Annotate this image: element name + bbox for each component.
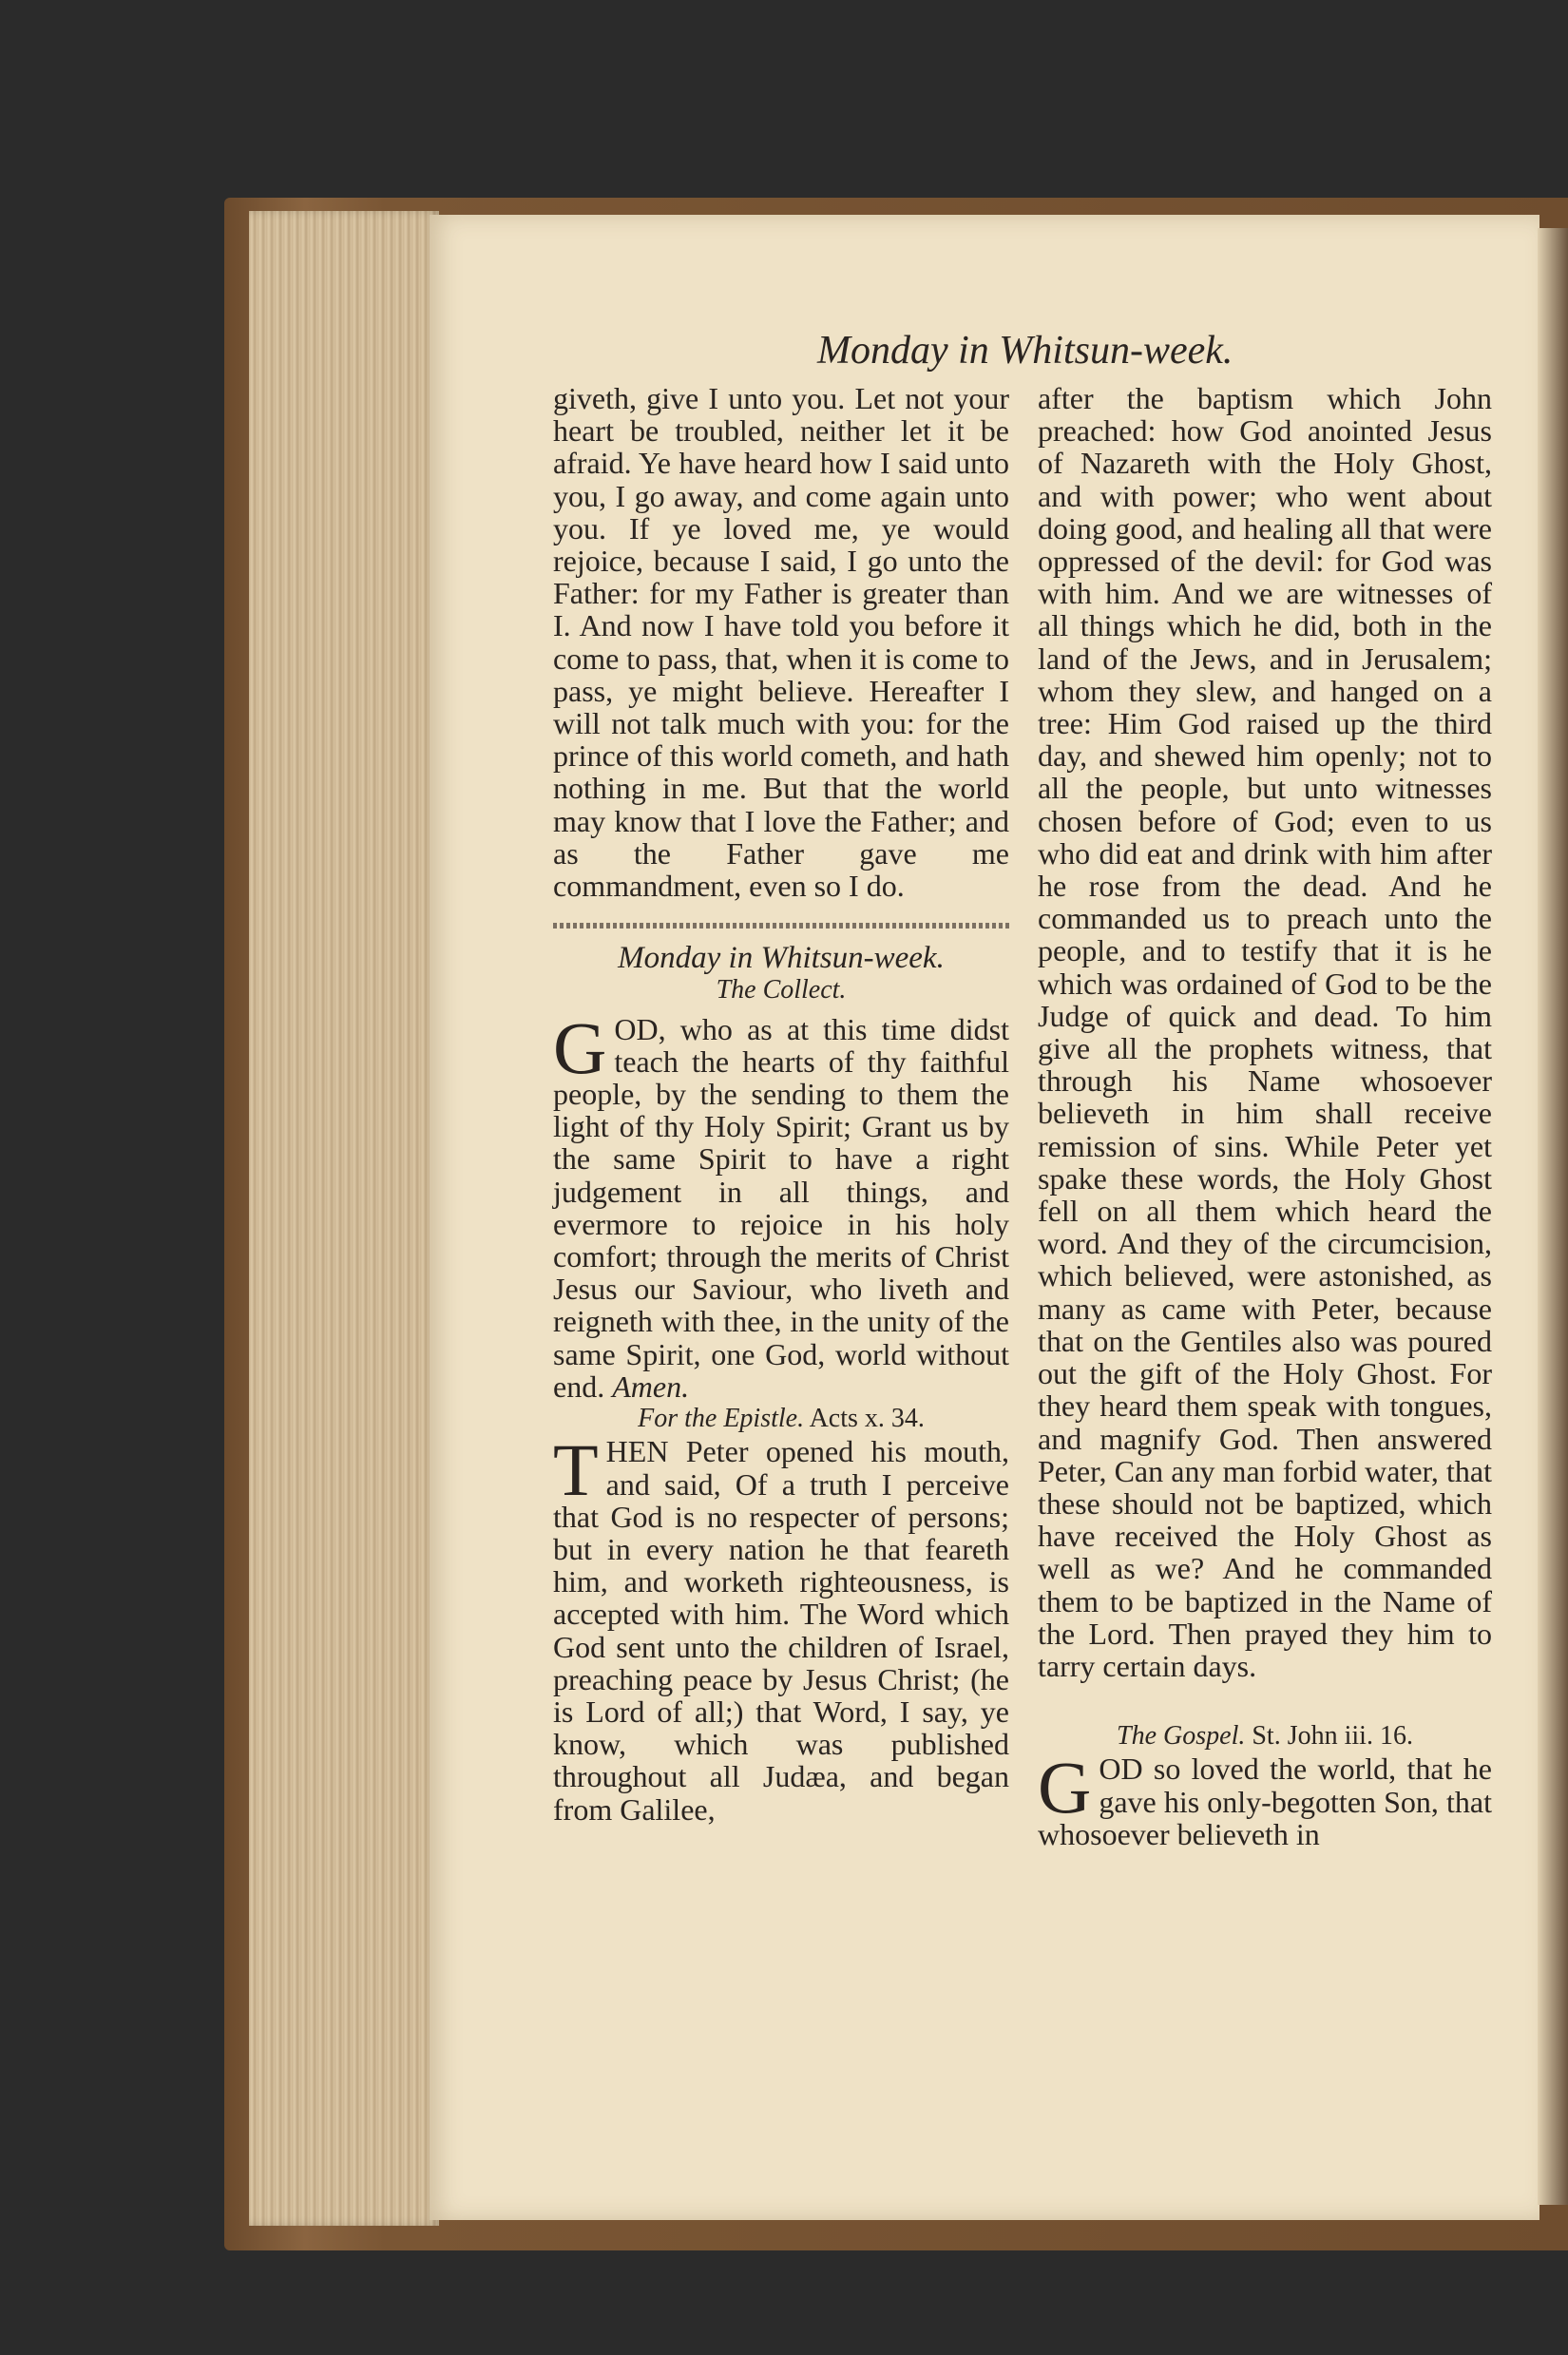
epistle-label: For the Epistle.	[638, 1404, 805, 1434]
epistle-heading	[553, 1403, 1009, 1435]
epistle-continuation: after the baptism which John preached: how God anointed Jesus of Nazareth with the Holy Ghost, and with power; who went about doing good, and healing all that were oppressed of the devil: for God was with him. And we are witnesses of all things which he did, both in the land of the Jews, and in Jerusalem; whom they slew, and hanged on a tree: Him God raised up the third day, and shewed him openly; not to all the people, but unto witnesses chosen before of God; even to us who did eat and drink with him after he rose from the dead. And he commanded us to preach unto the people, and to testify that it is he which was ordained of God to be the Judge of quick and dead. To him give all the prophets witness, that through his Name whosoever believeth in him shall receive remission of sins. While Peter yet spake these words, the Holy Ghost fell on all them which heard the word. And they of the circumcision, which believed, were astonished, as many as came with Peter, because that on the Gentiles also was poured out the gift of the Holy Ghost. For they heard them speak with tongues, and magnify God. Then answered Peter, Can any man forbid water, that these should not be baptized, which have received the Holy Ghost as well as we? And he commanded them to be baptized in the Name of the Lord. Then prayed they him to tarry certain days.	[1038, 381, 1492, 1683]
gospel-continuation: giveth, give I unto you. Let not your heart be troubled, neither let it be afraid. Ye have heard how I said unto you, I go away, and come again unto you. If ye loved me, ye would rejoice, because I said, I go unto the Father: for my Father is greater than I. And now I have told you before it come to pass, that, when it is come to pass, ye might believe. Hereafter I will not talk much with you: for the prince of this world cometh, and hath nothing in me. But that the world may know that I love the Father; and as the Father gave me commandment, even so I do.	[553, 381, 1009, 904]
left-column	[553, 382, 1009, 1826]
gospel-label: The Gospel.	[1117, 1721, 1246, 1752]
page-edges	[249, 211, 439, 2226]
collect-paragraph	[553, 1005, 1009, 1404]
collect-amen: Amen.	[612, 1369, 690, 1404]
running-head: Monday in Whitsun-week.	[817, 329, 1233, 373]
collect-title: The Collect.	[716, 975, 847, 1005]
gospel-text: OD so loved the world, that he gave his only-begotten Son, that whosoever believeth in	[1038, 1752, 1492, 1851]
page-gutter-shadow	[1538, 228, 1568, 2205]
collect-dropcap: G	[553, 1005, 607, 1089]
epistle-dropcap: T	[553, 1428, 599, 1512]
gospel-heading	[1038, 1720, 1492, 1752]
gospel-paragraph	[1038, 1746, 1492, 1851]
epistle-text: HEN Peter opened his mouth, and said, Of a truth I perceive that God is no respecter of persons; but in every nation he that feareth him, and worketh righteousness, is accepted with him. The Word which God sent unto the children of Israel, preaching peace by Jesus Christ; (he is Lord of all;) that Word, I say, ye know, which was published throughout all Judæa, and began from Galilee,	[553, 1434, 1009, 1827]
section-title: Monday in Whitsun-week.	[618, 941, 945, 976]
gospel-reference: St. John iii. 16.	[1252, 1721, 1413, 1752]
gospel-dropcap: G	[1038, 1746, 1092, 1829]
epistle-paragraph	[553, 1428, 1009, 1827]
epistle-reference: Acts x. 34.	[809, 1404, 925, 1434]
right-column	[1038, 382, 1492, 1850]
section-gap	[1038, 1682, 1492, 1720]
ornamental-rule	[553, 923, 1009, 929]
collect-text: OD, who as at this time didst teach the hearts of thy faithful people, by the sending to them the light of thy Holy Spirit; Grant us by the same Spirit to have a right judgement in all things, and evermore to rejoice in his holy comfort; through the merits of Christ Jesus our Saviour, who liveth and reigneth with thee, in the unity of the same Spirit, one God, world without end.	[553, 1011, 1009, 1404]
